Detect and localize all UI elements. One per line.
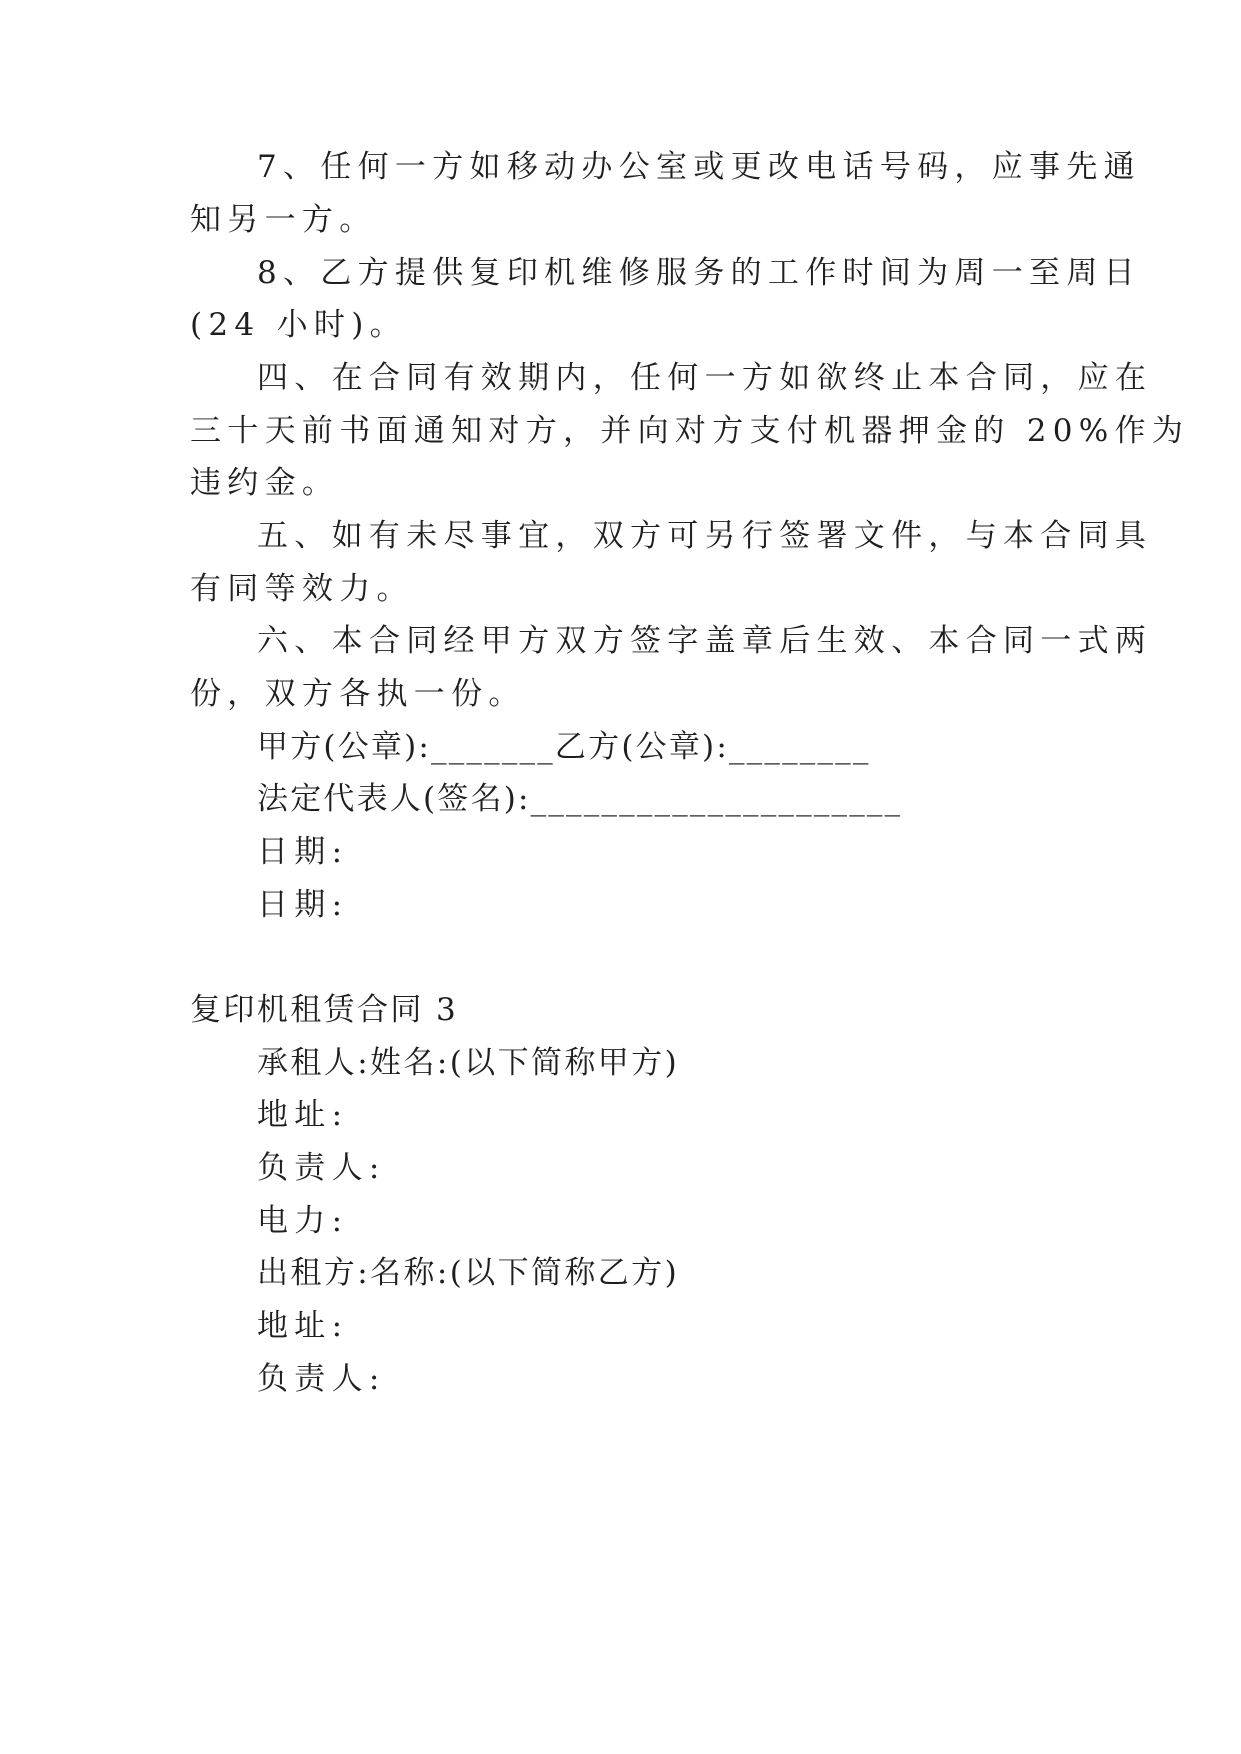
lessee-address: 地址:: [257, 1097, 349, 1133]
lessee-person-in-charge: 负责人:: [257, 1150, 386, 1186]
clause-5-line-2: 有同等效力。: [190, 571, 414, 607]
clause-8-line-2: (24 小时)。: [190, 307, 407, 343]
lessor-line: 出租方:名称:(以下简称乙方): [257, 1255, 680, 1291]
lessee-phone: 电力:: [257, 1203, 349, 1239]
section-title: 复印机租赁合同 3: [190, 992, 459, 1028]
party-seals-line: 甲方(公章):_______乙方(公章):________: [257, 729, 871, 765]
date-line-1: 日期:: [257, 834, 349, 870]
clause-5-line-1: 五、如有未尽事宜，双方可另行签署文件，与本合同具: [257, 518, 1153, 554]
clause-6-line-1: 六、本合同经甲方双方签字盖章后生效、本合同一式两: [257, 623, 1153, 659]
clause-6-line-2: 份，双方各执一份。: [190, 676, 526, 712]
clause-8-line-1: 8、乙方提供复印机维修服务的工作时间为周一至周日: [257, 255, 1141, 291]
clause-4-line-3: 违约金。: [190, 465, 340, 501]
clause-4-line-2: 三十天前书面通知对方，并向对方支付机器押金的 20%作为: [190, 413, 1190, 449]
clause-4-line-1: 四、在合同有效期内，任何一方如欲终止本合同，应在: [257, 360, 1153, 396]
clause-7-line-2: 知另一方。: [190, 202, 377, 238]
legal-representative-line: 法定代表人(签名):_____________________: [257, 781, 903, 817]
date-line-2: 日期:: [257, 887, 349, 923]
lessee-line: 承租人:姓名:(以下简称甲方): [257, 1045, 680, 1081]
lessor-person-in-charge: 负责人:: [257, 1361, 386, 1397]
clause-7-line-1: 7、任何一方如移动办公室或更改电话号码，应事先通: [257, 149, 1141, 185]
lessor-address: 地址:: [257, 1308, 349, 1344]
